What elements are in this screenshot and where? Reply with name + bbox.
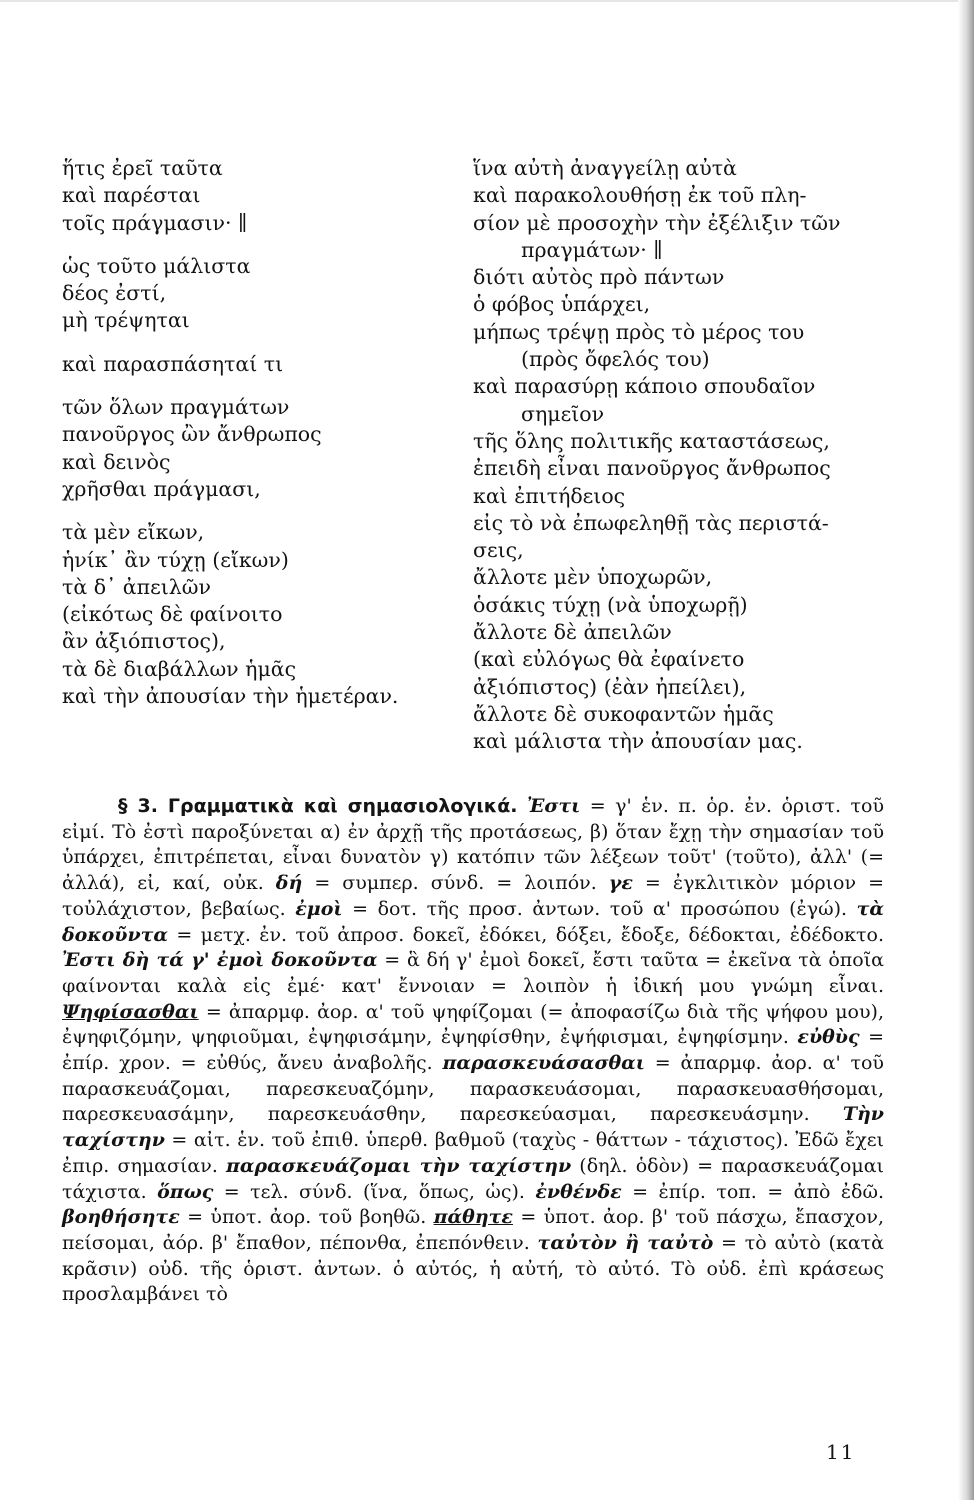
commentary-text: = ἐπίρ. τοπ. = ἀπὸ ἐδῶ.: [621, 1180, 884, 1203]
lemma-term: Τὴν ταχίστην: [62, 1103, 884, 1152]
text-line: μήπως τρέψῃ πρὸς τὸ μέρος του: [473, 319, 805, 344]
commentary-paragraph: [62, 794, 884, 1308]
commentary-text: = μετχ. ἐν. τοῦ ἀπροσ. δοκεῖ, ἐδόκει, δόξει, ἔδοξε, δέδοκται, ἐδέδοκτο.: [168, 923, 884, 946]
text-line: ἡνίκ᾽ ἂν τύχῃ (εἴκων): [62, 547, 289, 572]
commentary-text: = τὸ αὐτὸ (κατὰ κρᾶσιν) οὐδ. τῆς ὁριστ. ἀντων. ὁ αὐτός, ἡ αὐτή, τὸ αὐτό. Τὸ οὐδ. ἐπὶ κράσεως προσλαμβάνει τὸ: [62, 1231, 884, 1306]
text-line: (καὶ εὐλόγως θὰ ἐφαίνετο: [473, 647, 745, 672]
text-line: ἄλλοτε μὲν ὑποχωρῶν,: [473, 565, 713, 590]
text-line: δέος ἐστί,: [62, 281, 167, 306]
lemma-term: βοηθήσητε: [62, 1206, 180, 1229]
text-line: καὶ μάλιστα τὴν ἀπουσίαν μας.: [473, 729, 803, 754]
text-line: καὶ ἐπιτήδειος: [473, 483, 626, 508]
lemma-term: δή: [275, 872, 303, 895]
text-line: ἐπειδὴ εἶναι πανοῦργος ἄνθρωπος: [473, 456, 831, 481]
commentary-text: = ἀπαρμφ. ἀορ. α' τοῦ παρασκευάζομαι, παρεσκευαζόμην, παρασκευάσομαι, παρασκευασθήσομαι, παρεσκευασάμην, παρεσκευάσθην, παρεσκεύασμαι, παρεσκευάσμην.: [62, 1052, 884, 1126]
commentary-text: = ἐγκλιτικὸν μόριον = τοὐλάχιστον, βεβαίως.: [62, 872, 885, 920]
commentary-text: (δηλ. ὁδὸν) = παρασκευάζομαι τάχιστα.: [62, 1154, 884, 1203]
commentary-text: = ὑποτ. ἀορ. τοῦ βοηθῶ.: [179, 1206, 434, 1229]
commentary-text: = ἐπίρ. χρον. = εὐθύς, ἄνευ ἀναβολῆς.: [62, 1026, 884, 1075]
commentary-text: = αἰτ. ἑν. τοῦ ἐπιθ. ὑπερθ. βαθμοῦ (ταχὺς - θάττων - τάχιστος). Ἐδῶ ἔχει ἐπιρ. σημασίαν.: [62, 1129, 884, 1177]
commentary-text: = γ' ἑν. π. ὁρ. ἐν. ὁριστ. τοῦ εἰμί. Τὸ ἐστὶ παροξύνεται α) ἐν ἀρχῇ τῆς προτάσεως, β) ὅταν ἔχῃ τὴν σημασίαν τοῦ ὑπάρχει, ἐπιτρέπεται, εἶναι δυνατὸν γ) κατόπιν τῶν λέξεων τοῦτ' (τοῦτο), ἀλλ' (= ἀλλά), εἰ, καί, οὐκ.: [62, 795, 884, 895]
scan-right-edge-shadow: [958, 0, 974, 1500]
scan-top-edge: [0, 0, 974, 2]
lemma-term: εὐθὺς: [797, 1026, 860, 1049]
text-line: ἄλλοτε δὲ ἀπειλῶν: [473, 620, 672, 645]
commentary-text: = δοτ. τῆς προσ. ἀντων. τοῦ α' προσώπου (ἐγώ).: [342, 897, 857, 920]
lemma-term: γε: [608, 872, 633, 895]
text-line: πανοῦργος ὢν ἄνθρωπος: [62, 422, 322, 447]
lemma-term: ταὐτὸν ἢ ταὐτὸ: [537, 1231, 714, 1254]
lemma-term: τὰ δοκοῦντα: [62, 897, 884, 946]
text-line: τὰ μὲν εἴκων,: [62, 520, 205, 545]
text-line: καὶ παρέσται: [62, 183, 201, 208]
text-line: ὁσάκις τύχῃ (νὰ ὑποχωρῇ): [473, 592, 748, 617]
lemma-term: ὅπως: [157, 1180, 214, 1203]
text-line: καὶ παρασύρῃ κάποιο σπουδαῖον: [473, 374, 816, 399]
ancient-text-column: [62, 155, 457, 710]
text-line: μὴ τρέψηται: [62, 308, 190, 333]
commentary-text: = ὑποτ. ἀορ. β' τοῦ πάσχω, ἔπασχον, πείσομαι, ἀόρ. β' ἔπαθον, πέπονθα, ἐπεπόνθειν.: [62, 1206, 884, 1254]
text-line: σημεῖον: [521, 401, 605, 426]
text-line: εἰς τὸ νὰ ἐπωφεληθῇ τὰς περιστά-: [473, 510, 829, 535]
text-line: τὰ δὲ διαβάλλων ἡμᾶς: [62, 656, 297, 681]
stanza-gap: [62, 335, 457, 351]
text-line: χρῆσθαι πράγμασι,: [62, 476, 261, 501]
text-line: ἥτις ἐρεῖ ταῦτα: [62, 156, 223, 180]
section-heading: § 3. Γραμματικὰ καὶ σημασιολογικά.: [118, 795, 518, 817]
stanza-gap: [62, 378, 457, 394]
lemma-term: παρασκευάζομαι τὴν ταχίστην: [226, 1154, 572, 1177]
lemma-term: πάθητε: [433, 1206, 513, 1229]
stanza-gap: [62, 503, 457, 519]
text-line: ἂν ἀξιόπιστος),: [62, 629, 226, 654]
commentary-text: = ἃ δή γ' ἐμοὶ δοκεῖ, ἔστι ταῦτα = ἐκεῖνα τὰ ὁποῖα φαίνονται καλὰ εἰς ἐμέ· κατ' ἔννοιαν = λοιπὸν ἡ ἰδική μου γνώμη εἶναι.: [62, 949, 885, 997]
commentary-text: = συμπερ. σύνδ. = λοιπόν.: [302, 872, 609, 895]
text-line: τὰ δ᾽ ἀπειλῶν: [62, 574, 211, 599]
lemma-term: Ἐστι δὴ τά γ' ἐμοὶ δοκοῦντα: [62, 949, 378, 972]
page-number: 11: [826, 1440, 856, 1464]
text-line: καὶ δεινὸς: [62, 449, 171, 474]
grammar-commentary: [62, 794, 884, 1308]
text-line: διότι αὐτὸς πρὸ πάντων: [473, 265, 725, 290]
lemma-term: Ψηφίσασθαι: [62, 1000, 199, 1023]
text-line: καὶ τὴν ἀπουσίαν τὴν ἡμετέραν.: [62, 684, 399, 709]
text-line: (εἰκότως δὲ φαίνοιτο: [62, 602, 283, 627]
commentary-body: [62, 795, 884, 1305]
commentary-text: = ἀπαρμφ. ἀορ. α' τοῦ ψηφίζομαι (= ἀποφασίζω διὰ τῆς ψήφου μου), ἐψηφιζόμην, ψηφιοῦμαι, ἐψηφισάμην, ἐψηφίσθην, ἐψήφισμαι, ἐψηφίσμην.: [62, 1000, 884, 1049]
text-line: τῆς ὅλης πολιτικῆς καταστάσεως,: [473, 428, 830, 453]
text-line: ὁ φόβος ὑπάρχει,: [473, 292, 651, 317]
text-line: ὡς τοῦτο μάλιστα: [62, 253, 251, 278]
lemma-term: ἐνθένδε: [535, 1180, 622, 1203]
text-line: πραγμάτων· ∥: [521, 237, 663, 262]
text-line: καὶ παρασπάσηταί τι: [62, 351, 284, 376]
lemma-term: Ἐστι: [526, 795, 581, 817]
text-line: σεις,: [473, 538, 524, 563]
text-line: σίον μὲ προσοχὴν τὴν ἐξέλιξιν τῶν: [473, 210, 841, 235]
translation-column: [473, 155, 913, 756]
text-line: (πρὸς ὄφελός του): [521, 347, 710, 372]
text-line: καὶ παρακολουθήσῃ ἐκ τοῦ πλη-: [473, 183, 807, 208]
text-line: ἀξιόπιστος) (ἐὰν ἠπείλει),: [473, 674, 747, 699]
lemma-term: ἐμοὶ: [295, 897, 343, 920]
stanza-gap: [62, 237, 457, 253]
text-line: ἵνα αὐτὴ ἀναγγείλῃ αὐτὰ: [473, 156, 737, 180]
text-line: τοῖς πράγμασιν· ∥: [62, 210, 248, 235]
text-line: τῶν ὅλων πραγμάτων: [62, 395, 290, 420]
commentary-text: = τελ. σύνδ. (ἵνα, ὅπως, ὡς).: [213, 1180, 536, 1203]
lemma-term: παρασκευάσασθαι: [442, 1052, 645, 1075]
text-line: ἄλλοτε δὲ συκοφαντῶν ἡμᾶς: [473, 701, 774, 726]
